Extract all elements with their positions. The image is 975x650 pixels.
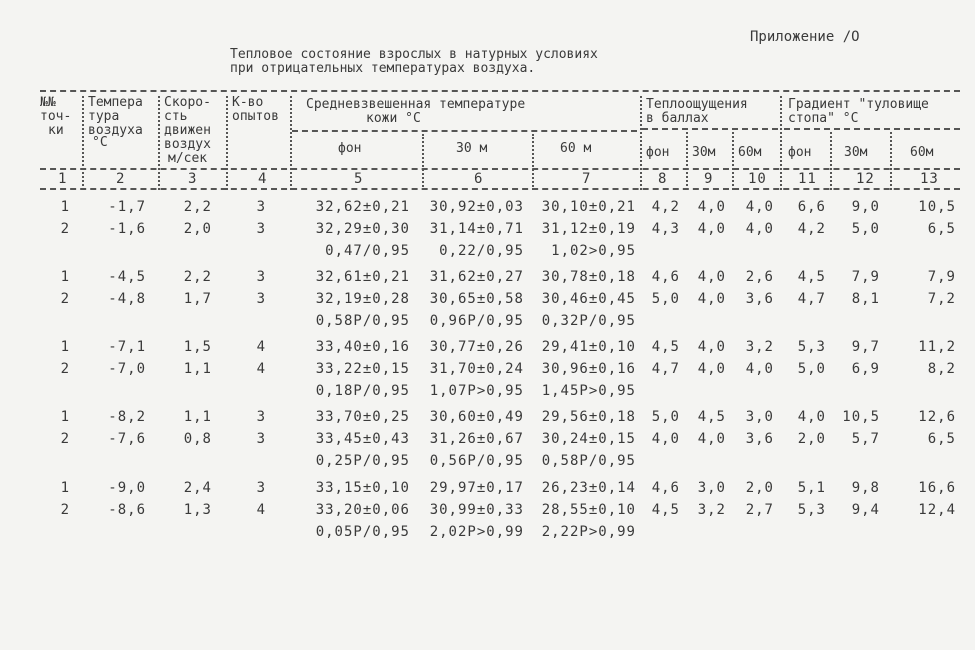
table-cell: 9,4 — [851, 502, 880, 518]
header-separator — [422, 134, 424, 190]
skin-sub-30m: 30 м — [456, 141, 488, 156]
gradient-header: Градиент "туловище — [788, 97, 929, 112]
table-cell: 5,0 — [651, 409, 680, 425]
header-bottom-rule — [40, 168, 960, 170]
table-cell: 4,3 — [651, 221, 680, 237]
col-num-13: 13 — [920, 171, 939, 187]
col-num-2: 2 — [116, 171, 126, 187]
table-cell: 1 — [60, 409, 70, 425]
table-cell: 3 — [256, 480, 266, 496]
header-separator — [780, 96, 782, 190]
table-cell: 9,0 — [851, 199, 880, 215]
heat-sub-background: фон — [646, 145, 670, 160]
table-cell: 4,0 — [697, 361, 726, 377]
table-cell: 30,78±0,18 — [541, 269, 636, 285]
table-cell: 4,0 — [697, 291, 726, 307]
table-cell: 3 — [256, 199, 266, 215]
table-cell: 4,0 — [697, 431, 726, 447]
table-cell: 12,4 — [918, 502, 956, 518]
table-cell: -4,5 — [108, 269, 146, 285]
table-cell: 4,7 — [797, 291, 826, 307]
table-cell: 31,12±0,19 — [541, 221, 636, 237]
table-cell: 30,99±0,33 — [429, 502, 524, 518]
table-cell: 3,2 — [697, 502, 726, 518]
table-cell: 4,0 — [745, 199, 774, 215]
table-cell: 4,5 — [797, 269, 826, 285]
table-cell: 2,7 — [745, 502, 774, 518]
table-cell: 2 — [60, 221, 70, 237]
heat-sensation-header: Теплоощущения — [646, 97, 748, 112]
table-cell: 6,9 — [851, 361, 880, 377]
table-cell: 31,62±0,27 — [429, 269, 524, 285]
gradient-header-line2: стопа" °С — [788, 111, 859, 126]
table-cell: 32,61±0,21 — [315, 269, 410, 285]
table-cell: 4,2 — [797, 221, 826, 237]
table-cell: 33,20±0,06 — [315, 502, 410, 518]
table-cell: 4,6 — [651, 480, 680, 496]
col3-header-line4: воздух — [164, 137, 211, 152]
table-cell: 2 — [60, 291, 70, 307]
table-cell: 3,6 — [745, 431, 774, 447]
table-cell: 11,2 — [918, 339, 956, 355]
table-cell: 4,5 — [697, 409, 726, 425]
appendix-label: Приложение /О — [750, 29, 860, 45]
col-num-7: 7 — [582, 171, 592, 187]
table-cell: 12,6 — [918, 409, 956, 425]
title-line-2: при отрицательных температурах воздуха. — [230, 61, 536, 76]
table-cell: 2,2 — [183, 199, 212, 215]
table-cell: 29,97±0,17 — [429, 480, 524, 496]
table-cell: 4 — [256, 502, 266, 518]
col1-header-line1: №№ — [40, 95, 56, 110]
table-cell: 1,1 — [183, 361, 212, 377]
col-num-8: 8 — [658, 171, 668, 187]
significance-cell: 0,58Р/0,95 — [315, 313, 410, 329]
table-cell: 30,77±0,26 — [429, 339, 524, 355]
table-cell: -8,6 — [108, 502, 146, 518]
table-cell: 3,0 — [697, 480, 726, 496]
table-cell: 1 — [60, 339, 70, 355]
table-cell: 4,0 — [697, 221, 726, 237]
header-separator — [686, 132, 688, 190]
table-cell: 5,3 — [797, 502, 826, 518]
table-cell: 4,0 — [745, 361, 774, 377]
table-cell: 30,60±0,49 — [429, 409, 524, 425]
table-cell: 2 — [60, 361, 70, 377]
col2-header-line4: °С — [92, 135, 108, 150]
significance-cell: 0,05Р/0,95 — [315, 524, 410, 540]
significance-cell: 0,25Р/0,95 — [315, 453, 410, 469]
table-cell: 30,10±0,21 — [541, 199, 636, 215]
skin-sub-60m: 60 м — [560, 141, 592, 156]
table-cell: 4,0 — [697, 199, 726, 215]
col-num-3: 3 — [188, 171, 198, 187]
col-num-9: 9 — [704, 171, 714, 187]
table-cell: 2 — [60, 502, 70, 518]
table-cell: 33,70±0,25 — [315, 409, 410, 425]
table-cell: -7,1 — [108, 339, 146, 355]
col3-header-line3: движен — [164, 123, 211, 138]
table-cell: 4,0 — [697, 269, 726, 285]
table-cell: 1 — [60, 480, 70, 496]
table-cell: 2,6 — [745, 269, 774, 285]
title-line-1: Тепловое состояние взрослых в натурных условиях — [230, 47, 598, 62]
table-cell: 1,5 — [183, 339, 212, 355]
table-cell: 28,55±0,10 — [541, 502, 636, 518]
table-cell: 3 — [256, 221, 266, 237]
significance-cell: 2,22Р>0,99 — [541, 524, 636, 540]
significance-cell: 0,32Р/0,95 — [541, 313, 636, 329]
header-separator — [290, 96, 292, 190]
skin-sub-background: фон — [338, 141, 362, 156]
significance-cell: 0,58Р/0,95 — [541, 453, 636, 469]
table-cell: -1,6 — [108, 221, 146, 237]
header-separator — [830, 132, 832, 190]
table-cell: 4,0 — [745, 221, 774, 237]
table-cell: 29,56±0,18 — [541, 409, 636, 425]
col4-header-line2: опытов — [232, 109, 279, 124]
header-separator — [82, 96, 84, 190]
table-cell: 4,5 — [651, 502, 680, 518]
table-cell: 32,29±0,30 — [315, 221, 410, 237]
table-cell: 3 — [256, 431, 266, 447]
table-cell: 26,23±0,14 — [541, 480, 636, 496]
header-separator — [640, 96, 642, 190]
col-num-4: 4 — [258, 171, 268, 187]
table-cell: 31,70±0,24 — [429, 361, 524, 377]
table-cell: -4,8 — [108, 291, 146, 307]
table-cell: 6,5 — [927, 221, 956, 237]
table-cell: 2,0 — [745, 480, 774, 496]
table-cell: 3,2 — [745, 339, 774, 355]
table-cell: 10,5 — [918, 199, 956, 215]
table-cell: 33,15±0,10 — [315, 480, 410, 496]
significance-cell: 1,07Р>0,95 — [429, 383, 524, 399]
table-cell: 7,2 — [927, 291, 956, 307]
significance-cell: 2,02Р>0,99 — [429, 524, 524, 540]
table-cell: 9,7 — [851, 339, 880, 355]
table-cell: 3 — [256, 291, 266, 307]
table-cell: 2,0 — [183, 221, 212, 237]
table-cell: 1,7 — [183, 291, 212, 307]
table-cell: 5,0 — [651, 291, 680, 307]
header-separator — [732, 132, 734, 190]
significance-cell: 0,47/0,95 — [325, 243, 410, 259]
table-cell: 32,62±0,21 — [315, 199, 410, 215]
table-cell: 4,5 — [651, 339, 680, 355]
col1-header-line2: точ- — [40, 109, 72, 124]
header-separator — [532, 134, 534, 190]
table-cell: 4 — [256, 339, 266, 355]
significance-cell: 1,45Р>0,95 — [541, 383, 636, 399]
table-cell: 4,0 — [697, 339, 726, 355]
col-num-10: 10 — [748, 171, 767, 187]
table-cell: 6,6 — [797, 199, 826, 215]
table-cell: 30,24±0,15 — [541, 431, 636, 447]
table-cell: 0,8 — [183, 431, 212, 447]
table-cell: 30,92±0,03 — [429, 199, 524, 215]
heat-sub-60m: 60м — [738, 145, 762, 160]
table-cell: 4,6 — [651, 269, 680, 285]
table-cell: 9,8 — [851, 480, 880, 496]
table-cell: -7,0 — [108, 361, 146, 377]
table-cell: 31,26±0,67 — [429, 431, 524, 447]
heat-sub-rule — [642, 128, 778, 130]
table-cell: 1,3 — [183, 502, 212, 518]
table-cell: 1 — [60, 199, 70, 215]
table-cell: 1,1 — [183, 409, 212, 425]
table-cell: 2,0 — [797, 431, 826, 447]
header-separator — [158, 96, 160, 190]
table-cell: 4,0 — [651, 431, 680, 447]
col2-header-line1: Темпера — [88, 95, 143, 110]
table-cell: 3 — [256, 409, 266, 425]
col4-header-line1: К-во — [232, 95, 264, 110]
gradient-sub-30m: 30м — [844, 145, 868, 160]
table-cell: 3,0 — [745, 409, 774, 425]
col2-header-line3: воздуха — [88, 123, 143, 138]
table-cell: 7,9 — [851, 269, 880, 285]
table-cell: 4 — [256, 361, 266, 377]
table-cell: -9,0 — [108, 480, 146, 496]
table-cell: 5,1 — [797, 480, 826, 496]
header-separator — [226, 96, 228, 190]
table-cell: 33,40±0,16 — [315, 339, 410, 355]
gradient-sub-rule — [784, 128, 960, 130]
table-cell: 33,45±0,43 — [315, 431, 410, 447]
table-cell: 30,65±0,58 — [429, 291, 524, 307]
gradient-sub-background: фон — [788, 145, 812, 160]
col-num-5: 5 — [354, 171, 364, 187]
col-num-6: 6 — [474, 171, 484, 187]
gradient-sub-60m: 60м — [910, 145, 934, 160]
table-cell: 2 — [60, 431, 70, 447]
table-cell: 1 — [60, 269, 70, 285]
table-cell: -8,2 — [108, 409, 146, 425]
significance-cell: 0,18Р/0,95 — [315, 383, 410, 399]
col1-header-line3: ки — [48, 123, 64, 138]
table-cell: 3 — [256, 269, 266, 285]
table-cell: 4,2 — [651, 199, 680, 215]
table-cell: 4,0 — [797, 409, 826, 425]
table-cell: 6,5 — [927, 431, 956, 447]
table-cell: 30,96±0,16 — [541, 361, 636, 377]
table-cell: 3,6 — [745, 291, 774, 307]
table-cell: 2,2 — [183, 269, 212, 285]
table-cell: -7,6 — [108, 431, 146, 447]
table-cell: 8,2 — [927, 361, 956, 377]
table-cell: 5,0 — [797, 361, 826, 377]
skin-temp-header: Средневзвешенная температуре — [306, 97, 526, 112]
table-cell: 33,22±0,15 — [315, 361, 410, 377]
table-cell: 4,7 — [651, 361, 680, 377]
col-num-12: 12 — [856, 171, 875, 187]
significance-cell: 0,22/0,95 — [439, 243, 524, 259]
col3-header-line2: сть — [164, 109, 188, 124]
table-cell: 5,3 — [797, 339, 826, 355]
col-num-1: 1 — [58, 171, 68, 187]
table-cell: 5,7 — [851, 431, 880, 447]
table-cell: 29,41±0,10 — [541, 339, 636, 355]
header-separator — [890, 132, 892, 190]
table-cell: 2,4 — [183, 480, 212, 496]
col-num-11: 11 — [798, 171, 817, 187]
table-cell: 31,14±0,71 — [429, 221, 524, 237]
table-cell: 30,46±0,45 — [541, 291, 636, 307]
heat-sub-30m: 30м — [692, 145, 716, 160]
significance-cell: 0,56Р/0,95 — [429, 453, 524, 469]
significance-cell: 0,96Р/0,95 — [429, 313, 524, 329]
skin-temp-header-line2: кожи °С — [366, 111, 421, 126]
column-number-bottom-rule — [40, 188, 960, 190]
table-top-rule — [40, 90, 960, 92]
skin-sub-rule — [292, 130, 637, 132]
table-cell: 32,19±0,28 — [315, 291, 410, 307]
table-cell: 10,5 — [842, 409, 880, 425]
col2-header-line2: тура — [88, 109, 120, 124]
table-cell: -1,7 — [108, 199, 146, 215]
col3-header-line5: м/сек — [168, 151, 208, 166]
table-cell: 16,6 — [918, 480, 956, 496]
heat-sensation-header-line2: в баллах — [646, 111, 709, 126]
table-cell: 7,9 — [927, 269, 956, 285]
table-cell: 5,0 — [851, 221, 880, 237]
significance-cell: 1,02>0,95 — [551, 243, 636, 259]
table-cell: 8,1 — [851, 291, 880, 307]
col3-header-line1: Скоро- — [164, 95, 211, 110]
